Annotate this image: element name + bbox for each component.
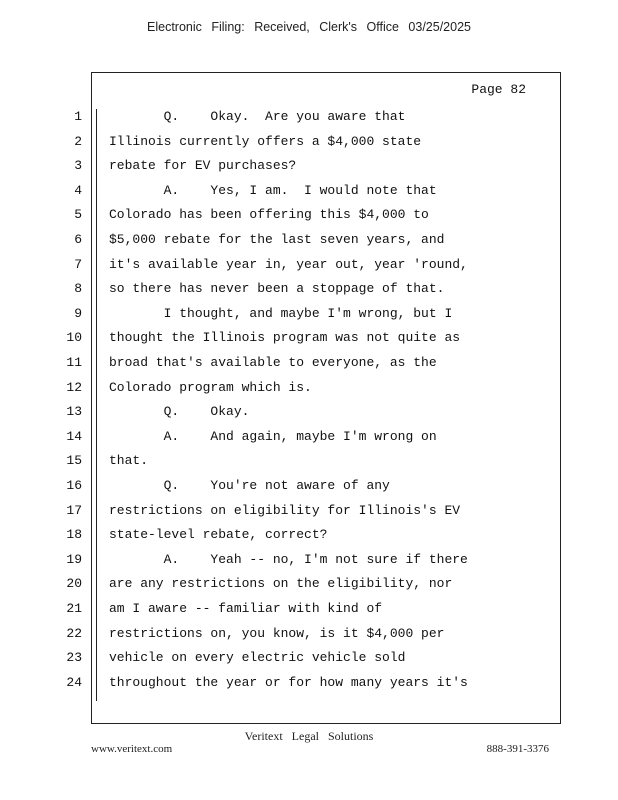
transcript-line bbox=[0, 552, 618, 577]
line-text: Illinois currently offers a $4,000 state bbox=[109, 133, 422, 149]
transcript-line bbox=[0, 183, 618, 208]
line-number: 23 bbox=[66, 650, 82, 666]
line-number: 21 bbox=[66, 601, 82, 616]
line-text: vehicle on every electric vehicle sold bbox=[109, 650, 406, 666]
line-number: 24 bbox=[66, 674, 82, 690]
transcript-line bbox=[0, 601, 618, 626]
line-number: 3 bbox=[74, 158, 82, 174]
line-number: 9 bbox=[74, 305, 82, 321]
line-text: $5,000 rebate for the last seven years, and bbox=[109, 232, 445, 247]
line-text: thought the Illinois program was not quite as bbox=[109, 330, 461, 346]
line-text: throughout the year or for how many years it's bbox=[109, 674, 468, 690]
line-number: 8 bbox=[74, 281, 82, 297]
line-text: restrictions on eligibility for Illinois's EV bbox=[109, 502, 461, 518]
line-text: restrictions on, you know, is it $4,000 per bbox=[109, 625, 445, 641]
line-text: Q. Okay. Are you aware that bbox=[109, 109, 406, 124]
line-number: 6 bbox=[74, 232, 82, 247]
line-text: broad that's available to everyone, as the bbox=[109, 355, 437, 370]
transcript-line bbox=[0, 404, 618, 429]
transcript-line bbox=[0, 257, 618, 282]
transcript-line bbox=[0, 355, 618, 380]
transcript-line bbox=[0, 626, 618, 651]
line-number: 5 bbox=[74, 207, 82, 223]
line-number: 15 bbox=[66, 453, 82, 469]
line-number: 7 bbox=[74, 256, 82, 272]
transcript-line bbox=[0, 429, 618, 454]
line-text: A. Yeah -- no, I'm not sure if there bbox=[109, 551, 468, 567]
footer-phone: 888-391-3376 bbox=[486, 743, 549, 755]
transcript-line bbox=[0, 207, 618, 232]
line-text: Colorado has been offering this $4,000 to bbox=[109, 207, 429, 223]
transcript-line bbox=[0, 380, 618, 405]
footer-website: www.veritext.com bbox=[91, 743, 173, 755]
line-text: state-level rebate, correct? bbox=[109, 527, 328, 543]
line-text: Q. You're not aware of any bbox=[109, 478, 390, 493]
line-text: am I aware -- familiar with kind of bbox=[109, 601, 383, 616]
line-number: 12 bbox=[66, 379, 82, 395]
line-text: that. bbox=[109, 453, 149, 469]
line-text: so there has never been a stoppage of that. bbox=[109, 281, 445, 297]
transcript-line bbox=[0, 675, 618, 700]
line-text: Q. Okay. bbox=[109, 404, 250, 420]
transcript-line bbox=[0, 109, 618, 134]
line-number: 17 bbox=[66, 502, 82, 518]
line-number: 14 bbox=[66, 428, 82, 444]
transcript-line bbox=[0, 650, 618, 675]
page-number: Page 82 bbox=[471, 82, 526, 97]
transcript-line bbox=[0, 281, 618, 306]
line-number: 11 bbox=[66, 355, 82, 370]
line-text: it's available year in, year out, year 'round, bbox=[109, 256, 468, 272]
line-number: 22 bbox=[66, 625, 82, 641]
line-number: 1 bbox=[74, 109, 82, 124]
transcript-line bbox=[0, 306, 618, 331]
line-number: 20 bbox=[66, 576, 82, 592]
transcript-line bbox=[0, 330, 618, 355]
line-number: 18 bbox=[66, 527, 82, 543]
transcript-line bbox=[0, 134, 618, 159]
footer-company: Veritext Legal Solutions bbox=[244, 729, 374, 743]
line-text: are any restrictions on the eligibility, nor bbox=[109, 576, 453, 592]
transcript-line bbox=[0, 527, 618, 552]
transcript-line bbox=[0, 158, 618, 183]
line-number: 10 bbox=[66, 330, 82, 346]
line-text: A. Yes, I am. I would note that bbox=[109, 182, 437, 198]
line-text: I thought, and maybe I'm wrong, but I bbox=[109, 305, 453, 321]
transcript-line bbox=[0, 503, 618, 528]
line-number: 19 bbox=[66, 551, 82, 567]
line-text: Colorado program which is. bbox=[109, 379, 312, 395]
line-number: 4 bbox=[74, 182, 82, 198]
transcript-line bbox=[0, 453, 618, 478]
line-number: 16 bbox=[66, 478, 82, 493]
line-text: A. And again, maybe I'm wrong on bbox=[109, 428, 437, 444]
filing-header: Electronic Filing: Received, Clerk's Office 03/25/2025 bbox=[147, 20, 471, 34]
line-number: 2 bbox=[74, 133, 82, 149]
transcript-line bbox=[0, 576, 618, 601]
line-number: 13 bbox=[66, 404, 82, 420]
transcript-line bbox=[0, 232, 618, 257]
transcript-line bbox=[0, 478, 618, 503]
line-text: rebate for EV purchases? bbox=[109, 158, 297, 174]
